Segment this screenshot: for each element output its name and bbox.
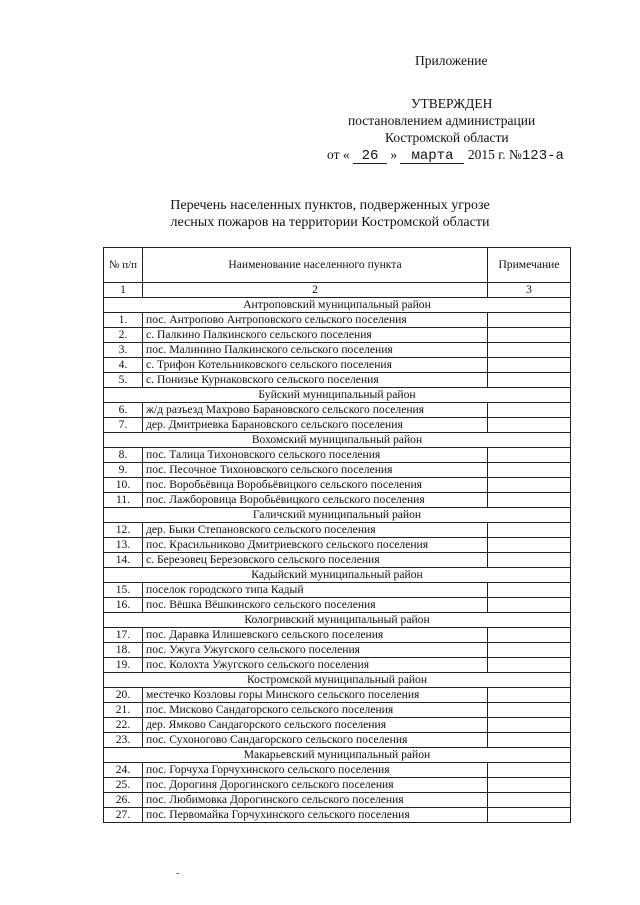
note-cell (488, 598, 571, 613)
note-cell (488, 538, 571, 553)
table-row (104, 718, 571, 733)
row-number: 13. (104, 538, 143, 553)
table-row (104, 478, 571, 493)
note-cell (488, 328, 571, 343)
table-row (104, 448, 571, 463)
row-number: 12. (104, 523, 143, 538)
settlement-name: пос. Любимовка Дорогинского сельского поселения (143, 793, 488, 808)
table-row (104, 628, 571, 643)
approval-line-2: Костромской области (385, 130, 509, 145)
settlement-name: пос. Малинино Палкинского сельского поселения (143, 343, 488, 358)
row-number: 22. (104, 718, 143, 733)
settlement-name: местечко Козловы горы Минского сельского поселения (143, 688, 488, 703)
note-cell (488, 523, 571, 538)
note-cell (488, 643, 571, 658)
row-number: 16. (104, 598, 143, 613)
note-cell (488, 493, 571, 508)
row-number: 9. (104, 463, 143, 478)
district-row (104, 613, 571, 628)
row-number: 3. (104, 343, 143, 358)
table-header-row (104, 248, 571, 283)
note-cell (488, 343, 571, 358)
note-cell (488, 718, 571, 733)
settlement-name: пос. Даравка Илишевского сельского поселения (143, 628, 488, 643)
title-line-2: лесных пожаров на территории Костромской области (170, 215, 490, 230)
row-number: 2. (104, 328, 143, 343)
settlement-name: пос. Первомайка Горчухинского сельского поселения (143, 808, 488, 823)
row-number: 7. (104, 418, 143, 433)
row-number: 10. (104, 478, 143, 493)
district-name: Макарьевский муниципальный район (104, 748, 571, 763)
district-row (104, 298, 571, 313)
row-number: 1. (104, 313, 143, 328)
settlement-name: пос. Лажборовица Воробьёвицкого сельского поселения (143, 493, 488, 508)
header-name: Наименование населенного пункта (143, 248, 488, 283)
approved-label: УТВЕРЖДЕН (411, 96, 493, 111)
settlement-name: пос. Колохта Ужугского сельского поселения (143, 658, 488, 673)
date-mid: » (390, 147, 398, 162)
appendix-label: Приложение (415, 53, 488, 68)
table-row (104, 643, 571, 658)
settlement-name: пос. Горчуха Горчухинского сельского поселения (143, 763, 488, 778)
note-cell (488, 778, 571, 793)
row-number: 4. (104, 358, 143, 373)
column-number: 2 (143, 283, 488, 298)
header-note: Примечание (488, 248, 571, 283)
settlement-name: пос. Антропово Антроповского сельского поселения (143, 313, 488, 328)
table-row (104, 523, 571, 538)
note-cell (488, 658, 571, 673)
settlement-name: пос. Красильниково Дмитриевского сельского поселения (143, 538, 488, 553)
row-number: 6. (104, 403, 143, 418)
row-number: 17. (104, 628, 143, 643)
row-number: 11. (104, 493, 143, 508)
table-body (104, 283, 571, 823)
district-name: Вохомский муниципальный район (104, 433, 571, 448)
table-row (104, 778, 571, 793)
table-row (104, 358, 571, 373)
note-cell (488, 703, 571, 718)
note-cell (488, 358, 571, 373)
table-row (104, 343, 571, 358)
settlement-name: дер. Ямково Сандагорского сельского поселения (143, 718, 488, 733)
table-row (104, 418, 571, 433)
settlement-name: дер. Быки Степановского сельского поселения (143, 523, 488, 538)
settlement-name: пос. Талица Тихоновского сельского поселения (143, 448, 488, 463)
table-row (104, 763, 571, 778)
table-row (104, 703, 571, 718)
settlement-name: пос. Песочное Тихоновского сельского поселения (143, 463, 488, 478)
header-number: № п/п (104, 248, 143, 283)
note-cell (488, 583, 571, 598)
settlement-name: ж/д разъезд Махрово Барановского сельского поселения (143, 403, 488, 418)
footer-mark: - (176, 868, 180, 879)
document-number: 123-а (521, 148, 564, 164)
settlement-name: с. Понизье Курнаковского сельского поселения (143, 373, 488, 388)
note-cell (488, 403, 571, 418)
table-row (104, 463, 571, 478)
settlement-name: пос. Мисково Сандагорского сельского поселения (143, 703, 488, 718)
settlement-name: поселок городского типа Кадый (143, 583, 488, 598)
note-cell (488, 418, 571, 433)
column-number: 3 (488, 283, 571, 298)
column-number: 1 (104, 283, 143, 298)
table-row (104, 328, 571, 343)
settlements-table (103, 247, 571, 823)
district-name: Антроповский муниципальный район (104, 298, 571, 313)
table-row (104, 808, 571, 823)
note-cell (488, 628, 571, 643)
district-name: Кологривский муниципальный район (104, 613, 571, 628)
table-row (104, 403, 571, 418)
table-row (104, 598, 571, 613)
settlement-name: пос. Вёшка Вёшкинского сельского поселения (143, 598, 488, 613)
row-number: 5. (104, 373, 143, 388)
table-row (104, 733, 571, 748)
district-name: Галичский муниципальный район (104, 508, 571, 523)
table-row (104, 658, 571, 673)
settlement-name: пос. Сухоногово Сандагорского сельского поселения (143, 733, 488, 748)
settlement-name: пос. Ужуга Ужугского сельского поселения (143, 643, 488, 658)
row-number: 8. (104, 448, 143, 463)
district-name: Кадыйский муниципальный район (104, 568, 571, 583)
settlement-name: с. Палкино Палкинского сельского поселения (143, 328, 488, 343)
row-number: 21. (104, 703, 143, 718)
note-cell (488, 373, 571, 388)
table-row (104, 493, 571, 508)
table-row (104, 538, 571, 553)
row-number: 23. (104, 733, 143, 748)
note-cell (488, 313, 571, 328)
district-row (104, 673, 571, 688)
date-month: марта (400, 150, 464, 164)
note-cell (488, 448, 571, 463)
note-cell (488, 793, 571, 808)
table-row (104, 583, 571, 598)
note-cell (488, 763, 571, 778)
settlement-name: пос. Дорогиня Дорогинского сельского поселения (143, 778, 488, 793)
note-cell (488, 478, 571, 493)
date-prefix: от « (327, 147, 350, 162)
district-row (104, 433, 571, 448)
table-row (104, 688, 571, 703)
approval-line-1: постановлением администрации (348, 113, 536, 128)
settlement-name: дер. Дмитриевка Барановского сельского поселения (143, 418, 488, 433)
note-cell (488, 733, 571, 748)
date-day: 26 (353, 150, 387, 164)
row-number: 27. (104, 808, 143, 823)
approval-date-line (327, 147, 564, 164)
settlement-name: с. Березовец Березовского сельского поселения (143, 553, 488, 568)
note-cell (488, 553, 571, 568)
table-row (104, 373, 571, 388)
district-name: Буйский муниципальный район (104, 388, 571, 403)
title-line-1: Перечень населенных пунктов, подверженных угрозе (170, 198, 490, 213)
table-row (104, 553, 571, 568)
row-number: 15. (104, 583, 143, 598)
note-cell (488, 808, 571, 823)
row-number: 14. (104, 553, 143, 568)
district-row (104, 748, 571, 763)
settlement-name: с. Трифон Котельниковского сельского поселения (143, 358, 488, 373)
note-cell (488, 463, 571, 478)
district-row (104, 568, 571, 583)
row-number: 26. (104, 793, 143, 808)
table-row (104, 313, 571, 328)
district-row (104, 508, 571, 523)
table-row (104, 793, 571, 808)
note-cell (488, 688, 571, 703)
settlement-name: пос. Воробьёвица Воробьёвицкого сельского поселения (143, 478, 488, 493)
row-number: 19. (104, 658, 143, 673)
district-row (104, 388, 571, 403)
row-number: 18. (104, 643, 143, 658)
document-title (0, 197, 640, 231)
row-number: 24. (104, 763, 143, 778)
district-name: Костромской муниципальный район (104, 673, 571, 688)
date-year: 2015 г. № (467, 147, 522, 162)
column-numbers-row (104, 283, 571, 298)
row-number: 25. (104, 778, 143, 793)
row-number: 20. (104, 688, 143, 703)
